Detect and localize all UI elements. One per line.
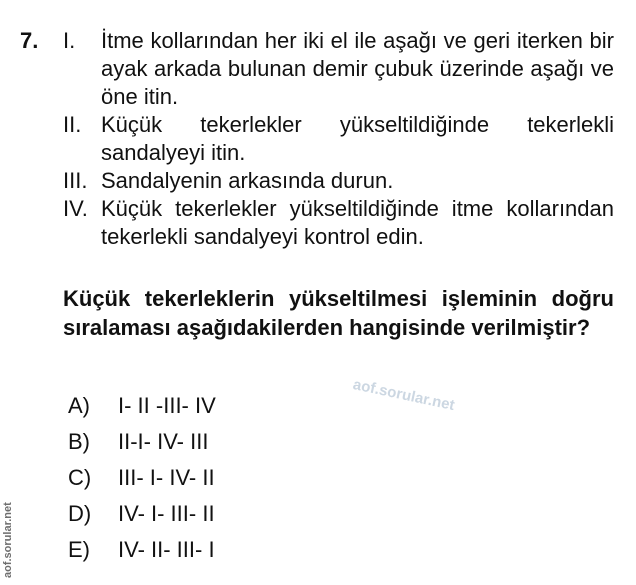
- option-letter: D): [68, 501, 92, 526]
- option-letter: E): [68, 537, 90, 562]
- statement-text: Sandalyenin arkasında durun.: [101, 168, 394, 193]
- option-text: IV- I- III- II: [118, 501, 215, 526]
- option-a[interactable]: [68, 392, 216, 428]
- option-d[interactable]: [68, 500, 216, 536]
- question-prompt: Küçük tekerleklerin yükseltilmesi işleminin doğru sıralaması aşağıdakilerden hangisinde verilmiştir?: [63, 286, 614, 340]
- statement-text: Küçük tekerlekler yükseltildiğinde itme kollarından tekerlekli sandalyeyi kontrol edin.: [101, 196, 614, 249]
- option-b[interactable]: [68, 428, 216, 464]
- statement-numeral: IV.: [63, 196, 88, 221]
- option-text: IV- II- III- I: [118, 537, 215, 562]
- statement-numeral: II.: [63, 112, 82, 137]
- option-letter: C): [68, 465, 92, 490]
- statement-iv: [63, 195, 614, 251]
- watermark-center: aof.sorular.net: [351, 376, 457, 415]
- option-text: II-I- IV- III: [118, 429, 209, 454]
- option-text: I- II -III- IV: [118, 393, 216, 418]
- statement-iii: [63, 167, 614, 195]
- answer-options: [68, 392, 216, 572]
- question-number: 7.: [20, 28, 39, 53]
- statement-numeral: III.: [63, 168, 88, 193]
- watermark-side: aof.sorular.net: [2, 502, 14, 578]
- option-letter: B): [68, 429, 90, 454]
- statement-text: İtme kollarından her iki el ile aşağı ve geri iterken bir ayak arkada bulunan demir çubuk üzerinde aşağı ve öne itin.: [101, 28, 614, 109]
- option-text: III- I- IV- II: [118, 465, 215, 490]
- statement-text: Küçük tekerlekler yükseltildiğinde tekerlekli sandalyeyi itin.: [101, 112, 614, 165]
- option-letter: A): [68, 393, 90, 418]
- option-c[interactable]: [68, 464, 216, 500]
- statement-list: [63, 27, 614, 251]
- statement-ii: [63, 111, 614, 167]
- statement-i: [63, 27, 614, 111]
- option-e[interactable]: [68, 536, 216, 572]
- statement-numeral: I.: [63, 28, 76, 53]
